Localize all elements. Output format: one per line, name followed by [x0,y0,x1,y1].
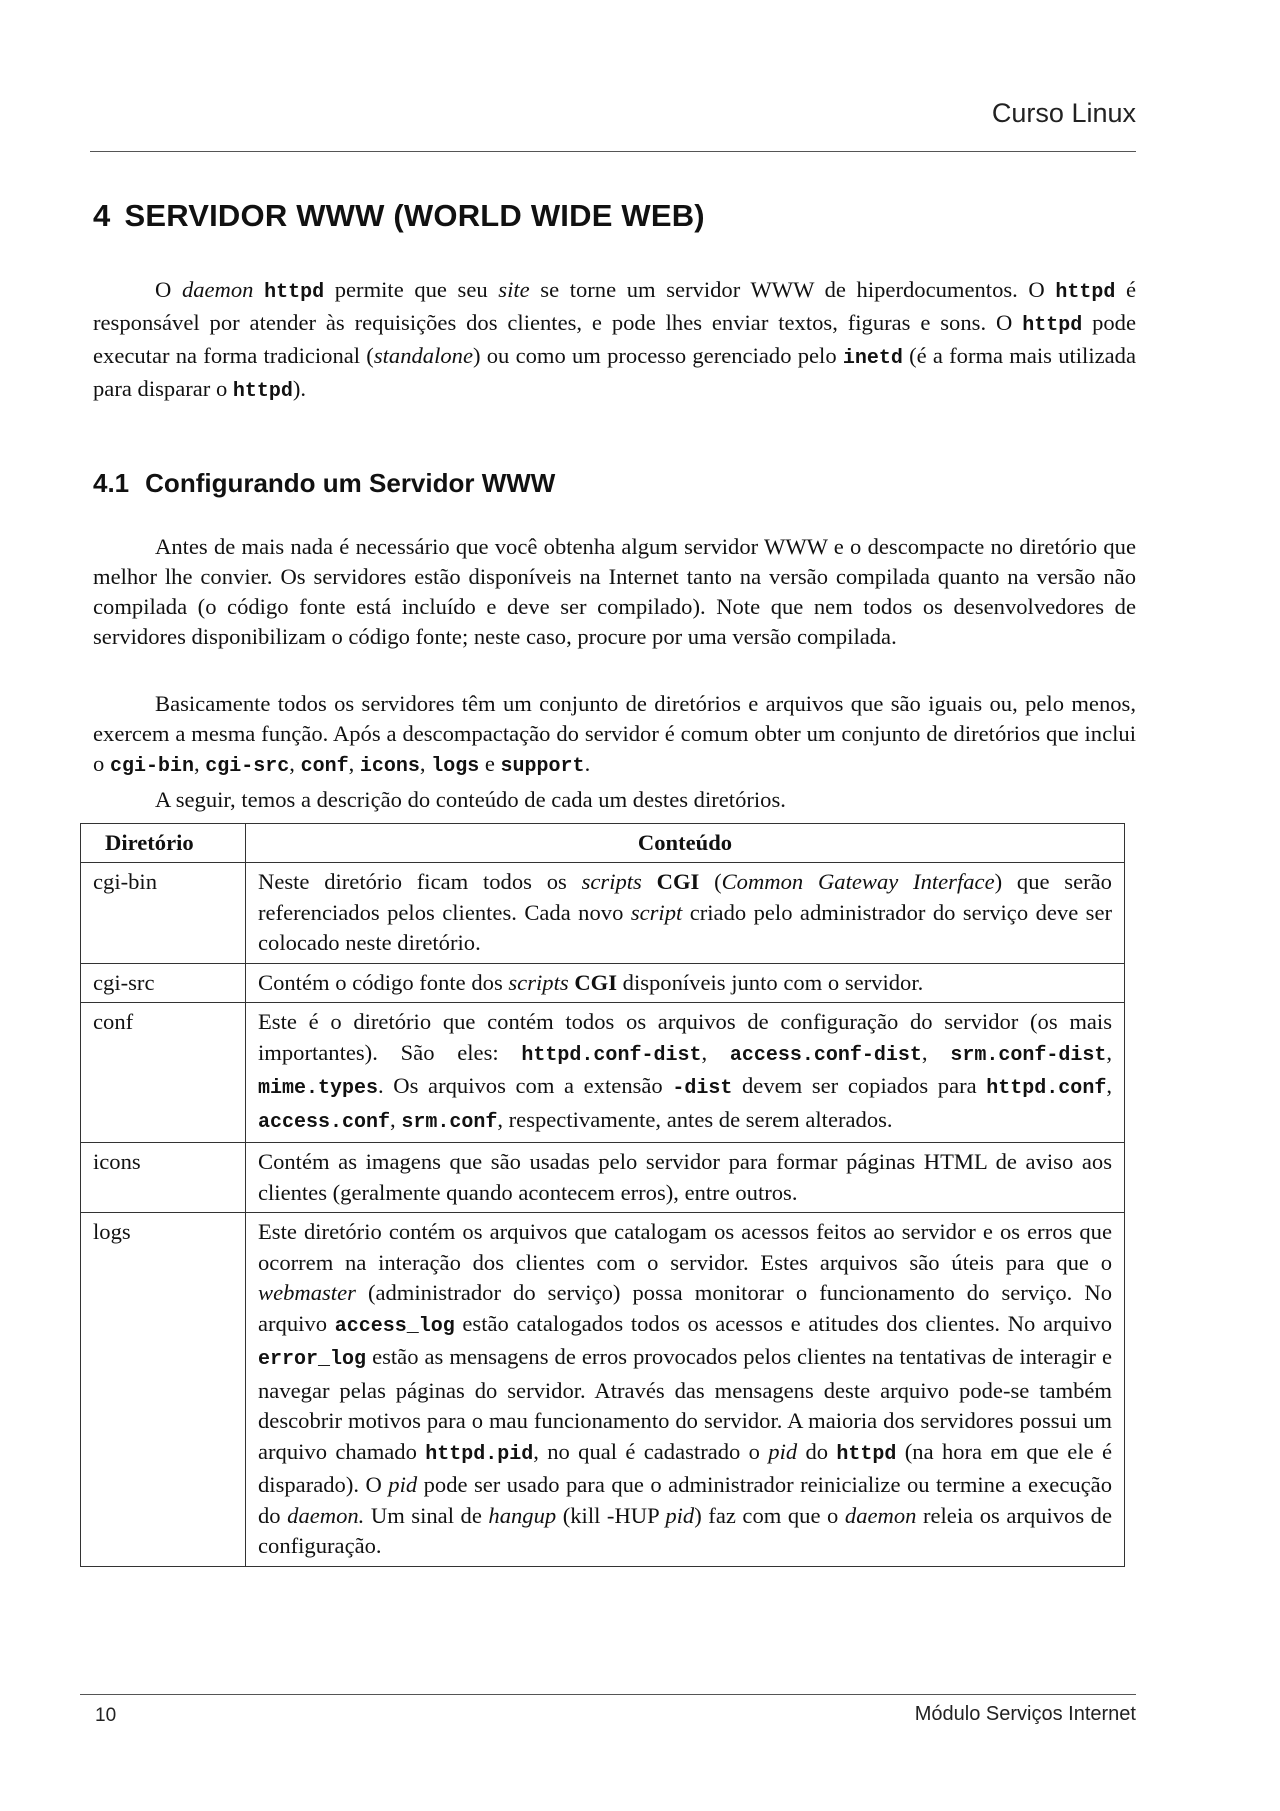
directory-name: conf [81,1003,246,1143]
directory-description: Neste diretório ficam todos os scripts CGI (Common Gateway Interface) que serão referenciados pelos clientes. Cada novo script criado pelo administrador do serviço deve ser colocado neste diretório. [246,863,1125,964]
running-header: Curso Linux [991,98,1136,128]
table-row [81,1143,1125,1213]
directories-table [80,823,1125,1567]
section-heading [93,468,555,499]
section-number: 4.1 [93,468,130,498]
column-header-directory: Diretório [81,824,246,863]
header-divider [90,151,1136,152]
chapter-number: 4 [93,198,111,233]
directory-name: icons [81,1143,246,1213]
chapter-title: SERVIDOR WWW (WORLD WIDE WEB) [124,198,705,233]
section-title: Configurando um Servidor WWW [145,468,556,498]
intro-paragraph: O daemon httpd permite que seu site se torne um servidor WWW de hiperdocumentos. O httpd é responsável por atender às requisições dos clientes, e pode lhes enviar textos, figuras e sons. O httpd pode executar na forma tradicional (standalone) ou como um processo gerenciado pelo inetd (é a forma mais utilizada para disparar o httpd). [93,277,1137,403]
directory-description: Este diretório contém os arquivos que catalogam os acessos feitos ao servidor e os erros que ocorrem na interação dos clientes com o servidor. Estes arquivos são úteis para que o webmaster (administrador do serviço) possa monitorar o funcionamento do serviço. No arquivo access_log estão catalogados todos os acessos e atitudes dos clientes. No arquivo error_log estão as mensagens de erros provocados pelos clientes na tentativas de interagir e navegar pelas páginas do servidor. Através das mensagens deste arquivo pode-se também descobrir motivos para o mau funcionamento do servidor. A maioria dos servidores possui um arquivo chamado httpd.pid, no qual é cadastrado o pid do httpd (na hora em que ele é disparado). O pid pode ser usado para que o administrador reinicialize ou termine a execução do daemon. Um sinal de hangup (kill -HUP pid) faz com que o daemon releia os arquivos de configuração. [246,1213,1125,1567]
directory-description: Contém as imagens que são usadas pelo servidor para formar páginas HTML de aviso aos clientes (geralmente quando acontecem erros), entre outros. [246,1143,1125,1213]
paragraph-directories: Basicamente todos os servidores têm um conjunto de diretórios e arquivos que são iguais ou, pelo menos, exercem a mesma função. Após a descompactação do servidor é comum obter um conjunto de diretórios que inclui o cgi-bin, cgi-src, conf, icons, logs e support. [93,691,1136,778]
directory-description: Este é o diretório que contém todos os arquivos de configuração do servidor (os mais importantes). São eles: httpd.conf-dist, access.conf-dist, srm.conf-dist, mime.types. Os arquivos com a extensão -dist devem ser copiados para httpd.conf, access.conf, srm.conf, respectivamente, antes de serem alterados. [246,1003,1125,1143]
footer-divider [80,1694,1136,1695]
footer-title: Módulo Serviços Internet [914,1703,1136,1725]
table-header-row [81,824,1125,863]
paragraph-table-intro: A seguir, temos a descrição do conteúdo de cada um destes diretórios. [155,787,786,812]
directory-description: Contém o código fonte dos scripts CGI disponíveis junto com o servidor. [246,963,1125,1003]
directory-name: logs [81,1213,246,1567]
page-number: 10 [95,1705,117,1726]
table-row [81,963,1125,1003]
chapter-heading [93,198,705,234]
column-header-content: Conteúdo [246,824,1125,863]
table-row [81,863,1125,964]
paragraph-obtain-server: Antes de mais nada é necessário que você obtenha algum servidor WWW e o descompacte no diretório que melhor lhe convier. Os servidores estão disponíveis na Internet tanto na versão compilada quanto na versão não compilada (o código fonte está incluído e deve ser compilado). Note que nem todos os desenvolvedores de servidores disponibilizam o código fonte; neste caso, procure por uma versão compilada. [93,534,1136,649]
table-row [81,1003,1125,1143]
table-row [81,1213,1125,1567]
directory-name: cgi-src [81,963,246,1003]
directory-name: cgi-bin [81,863,246,964]
